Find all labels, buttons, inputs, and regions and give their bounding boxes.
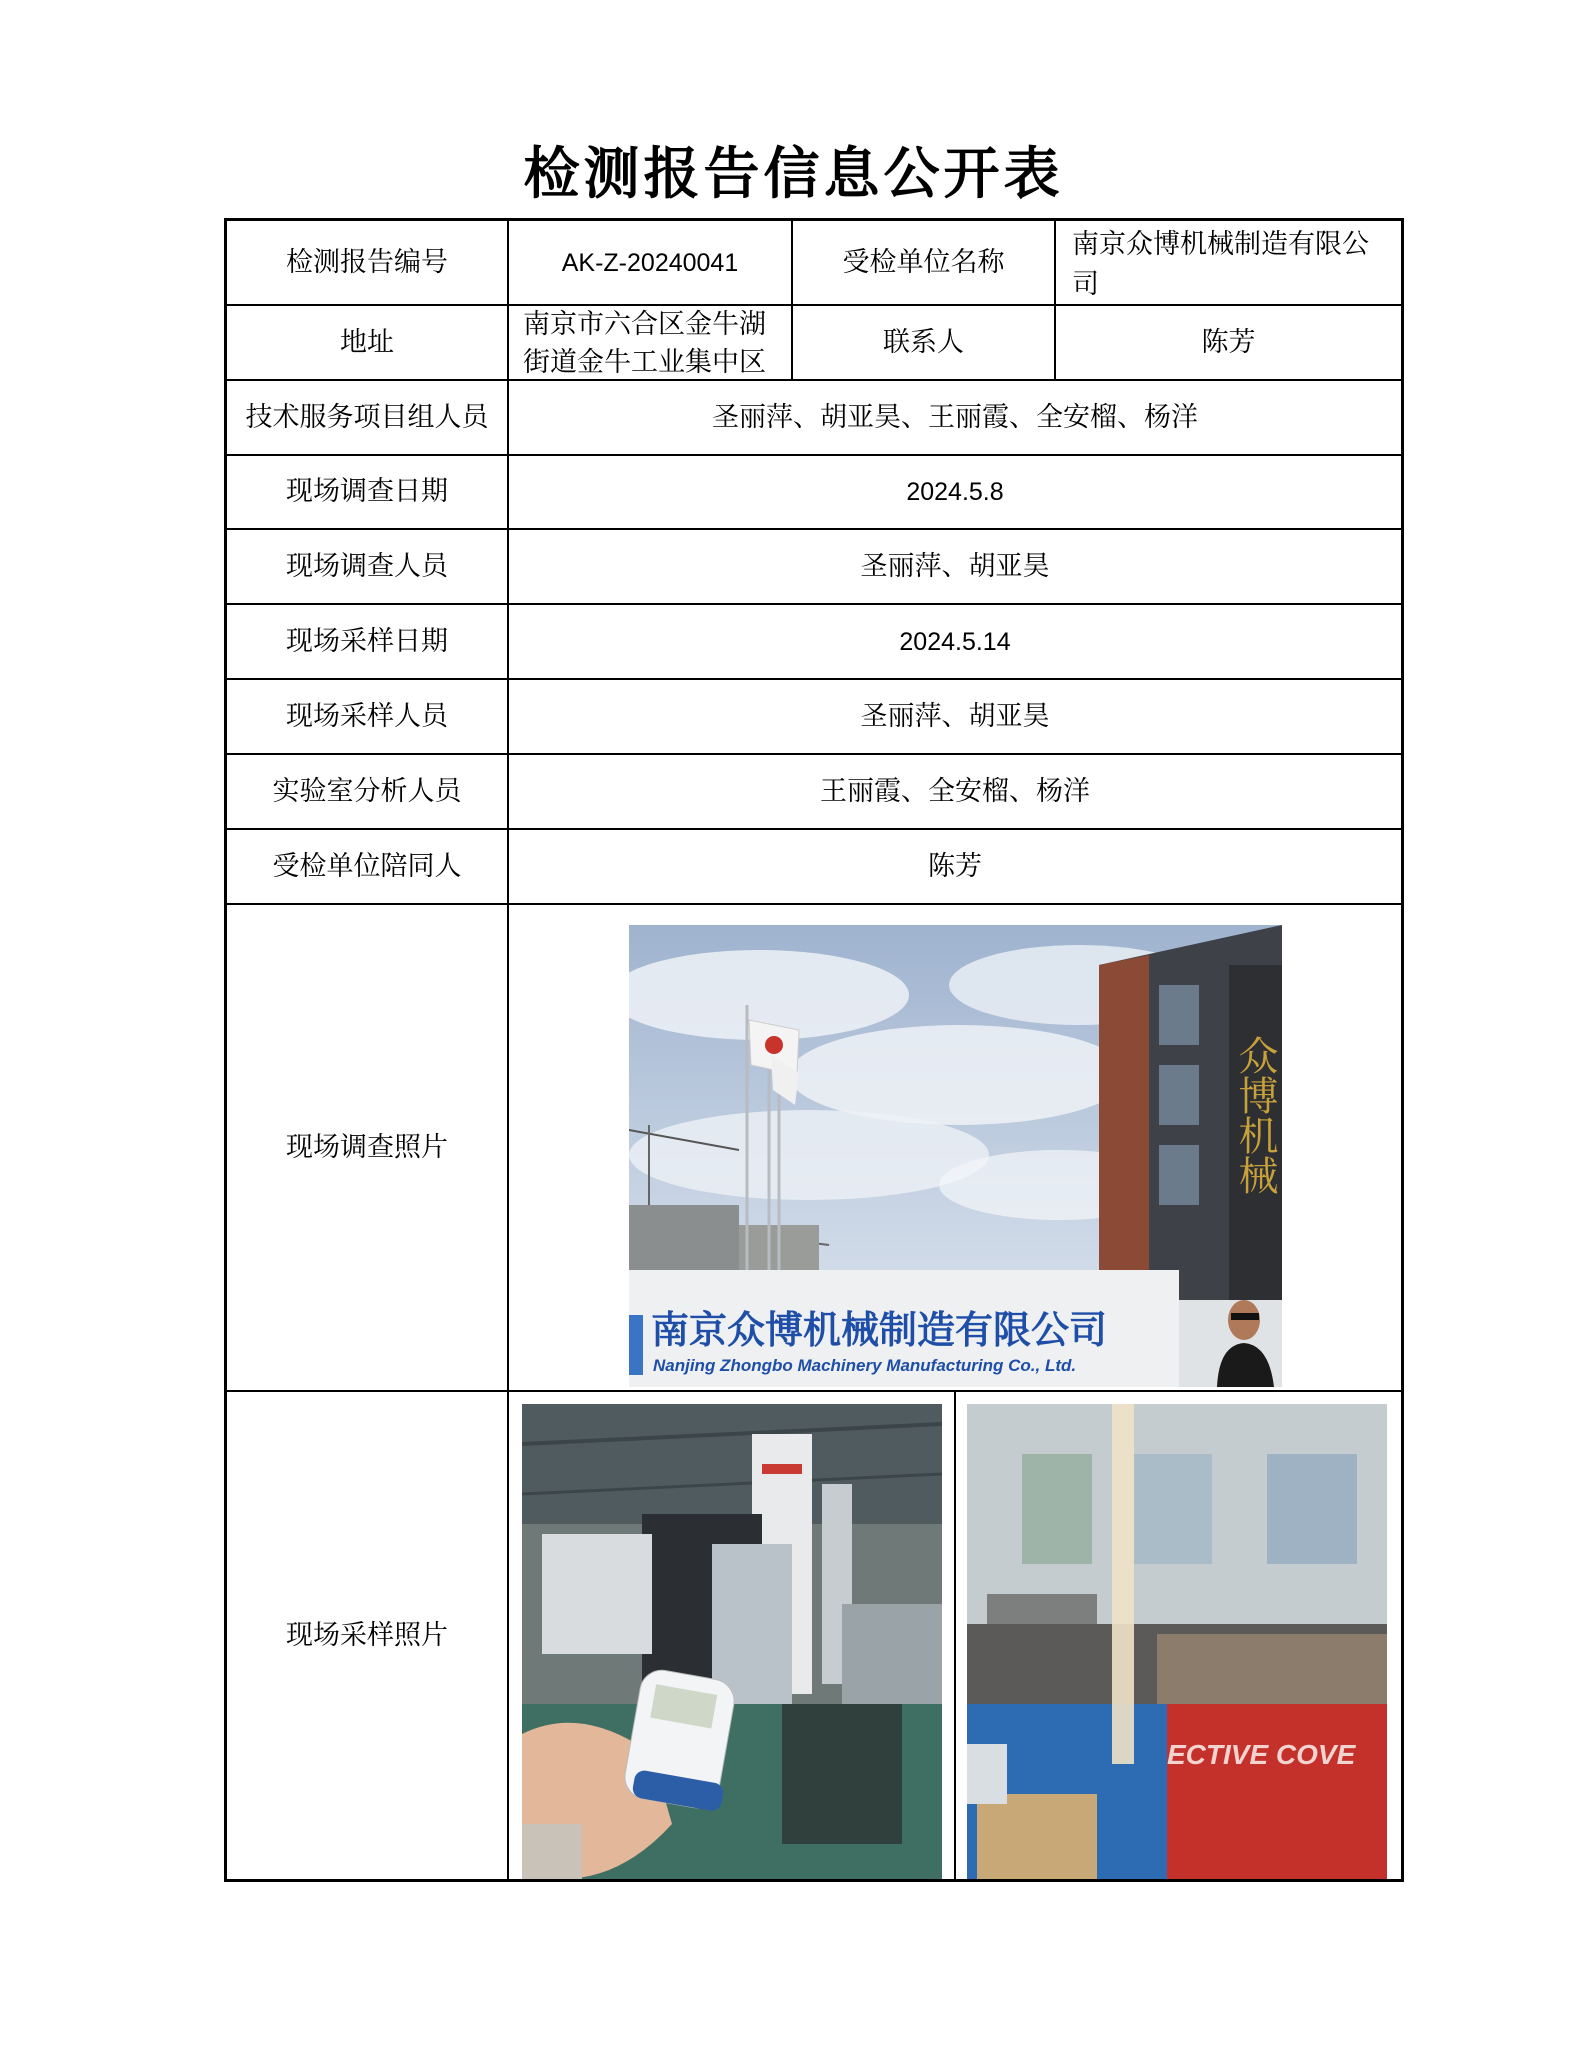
table-border-bottom [224, 1879, 1404, 1882]
col-divider [954, 1391, 956, 1881]
contact-value: 陈芳 [1201, 326, 1256, 358]
sampling-photo-1 [522, 1404, 942, 1879]
team-value: 圣丽萍、胡亚昊、王丽霞、全安榴、杨洋 [712, 401, 1198, 433]
escort-label: 受检单位陪同人 [272, 850, 462, 882]
info-table [224, 218, 1404, 1882]
sampling-date-label: 现场采样日期 [286, 625, 448, 657]
address-value: 南京市六合区金牛湖街道金牛工业集中区 [523, 309, 766, 378]
report-no-label: 检测报告编号 [286, 246, 448, 278]
lab-staff-label: 实验室分析人员 [272, 775, 462, 807]
sampling-staff-value: 圣丽萍、胡亚昊 [860, 700, 1050, 732]
sampling-date-value: 2024.5.14 [899, 627, 1011, 656]
lab-staff-value: 王丽霞、全安榴、杨洋 [820, 775, 1090, 807]
sampling-staff-label: 现场采样人员 [286, 700, 448, 732]
survey-date-value: 2024.5.8 [906, 478, 1004, 506]
survey-date-label: 现场调查日期 [286, 476, 448, 507]
sign-english: Nanjing Zhongbo Machinery Manufacturing Co., Ltd. [653, 1356, 1077, 1375]
report-no-value: AK-Z-20240041 [561, 248, 739, 277]
table-border-right [1401, 218, 1404, 1882]
unit-name-value: 南京众博机械制造有限公司 [1072, 229, 1369, 300]
address-label: 地址 [340, 326, 394, 358]
survey-photo-label: 现场调查照片 [286, 1131, 448, 1163]
building-sign-text: 众博机械 [1232, 1035, 1278, 1195]
sampling-photo-2 [967, 1404, 1387, 1879]
page-title: 检测报告信息公开表 [523, 141, 1064, 207]
survey-staff-value: 圣丽萍、胡亚昊 [860, 550, 1050, 582]
team-label: 技术服务项目组人员 [245, 401, 489, 433]
sampling-photo-label: 现场采样照片 [286, 1619, 448, 1651]
escort-value: 陈芳 [928, 850, 982, 882]
cover-text: ECTIVE COVE [1167, 1739, 1356, 1770]
unit-name-label: 受检单位名称 [842, 246, 1005, 278]
sign-chinese: 南京众博机械制造有限公司 [651, 1307, 1108, 1352]
contact-label: 联系人 [883, 326, 964, 358]
survey-staff-label: 现场调查人员 [286, 550, 448, 582]
survey-photo [629, 925, 1282, 1387]
